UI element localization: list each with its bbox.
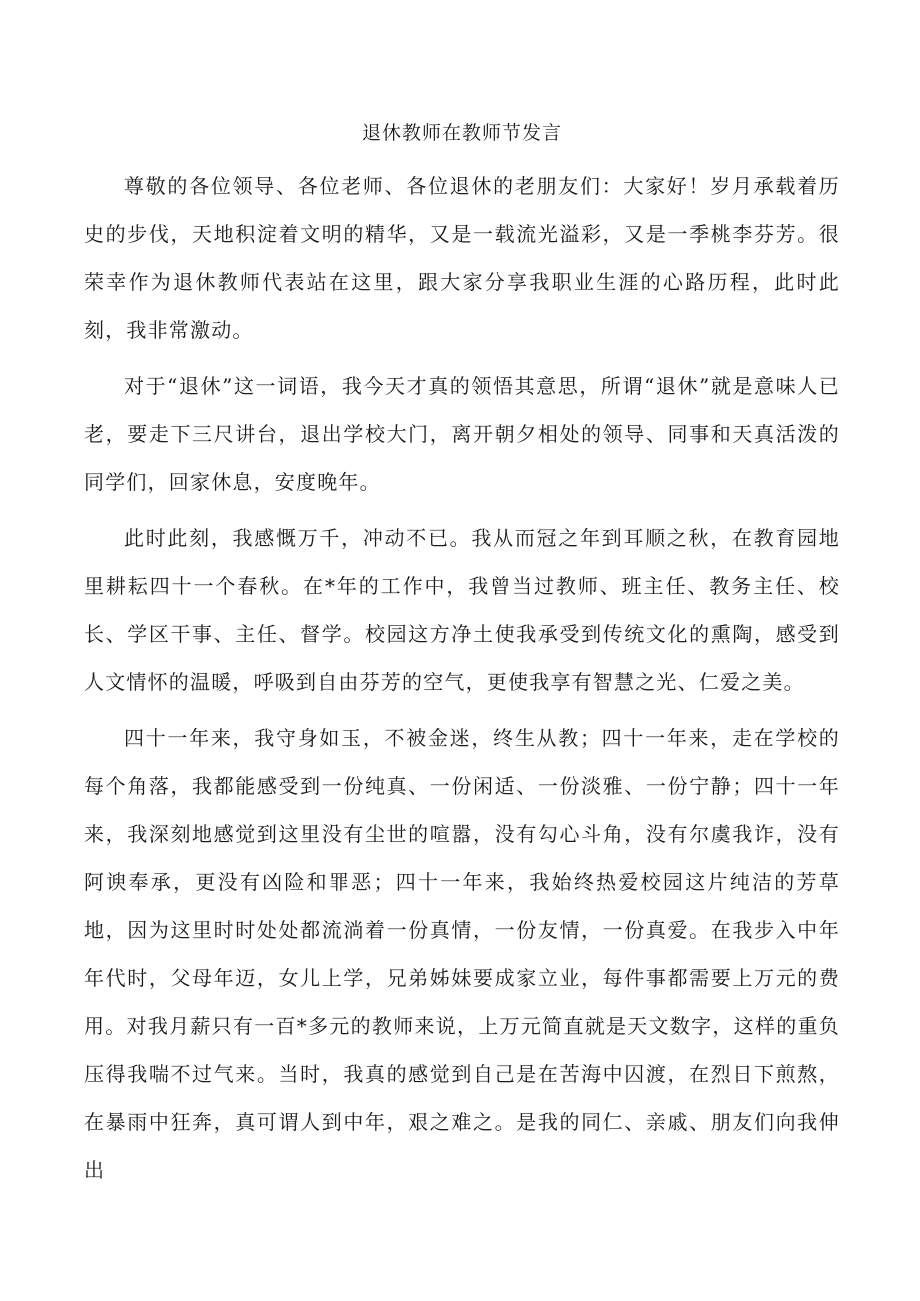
paragraph-career: 此时此刻，我感慨万千，冲动不已。我从而冠之年到耳顺之秋，在教育园地里耕耘四十一个春秋。在*年的工作中，我曾当过教师、班主任、教务主任、校长、学区干事、主任、督学。校园这方净土使我承受到传统文化的熏陶，感受到人文情怀的温暖，呼吸到自由芬芳的空气，更使我享有智慧之光、仁爱之美。 [84,526,840,694]
document-page [84,118,840,1202]
paragraph-retirement-meaning: 对于“退休”这一词语，我今天才真的领悟其意思，所谓“退休”就是意味人已老，要走下三尺讲台，退出学校大门，离开朝夕相处的领导、同事和天真活泼的同学们，回家休息，安度晚年。 [84,374,840,494]
paragraph-greeting: 尊敬的各位领导、各位老师、各位退休的老朋友们：大家好！岁月承载着历史的步伐，天地积淀着文明的精华，又是一载流光溢彩，又是一季桃李芬芳。很荣幸作为退休教师代表站在这里，跟大家分享我职业生涯的心路历程，此时此刻，我非常激动。 [84,174,840,342]
paragraph-forty-one-years: 四十一年来，我守身如玉，不被金迷，终生从教；四十一年来，走在学校的每个角落，我都能感受到一份纯真、一份闲适、一份淡雅、一份宁静；四十一年来，我深刻地感觉到这里没有尘世的喧嚣，没有勾心斗角，没有尔虞我诈，没有阿谀奉承，更没有凶险和罪恶；四十一年来，我始终热爱校园这片纯洁的芳草地，因为这里时时处处都流淌着一份真情，一份友情，一份真爱。在我步入中年年代时，父母年迈，女儿上学，兄弟姊妹要成家立业，每件事都需要上万元的费用。对我月薪只有一百*多元的教师来说，上万元简直就是天文数字，这样的重负压得我喘不过气来。当时，我真的感觉到自己是在苦海中囚渡，在烈日下煎熬，在暴雨中狂奔，真可谓人到中年，艰之难之。是我的同仁、亲戚、朋友们向我伸出 [84,726,840,1182]
document-title: 退休教师在教师节发言 [361,122,562,144]
